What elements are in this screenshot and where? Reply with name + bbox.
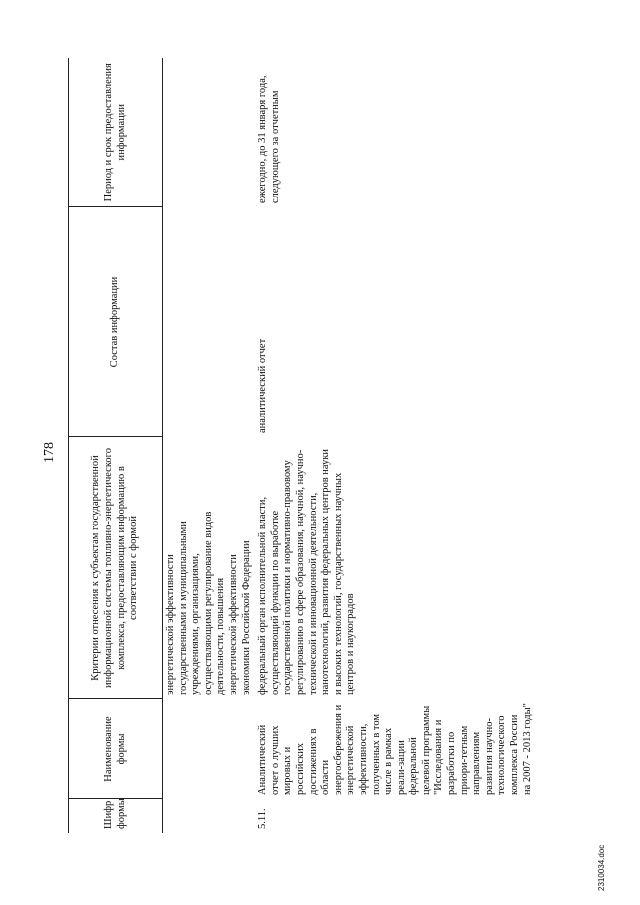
continuation-criteria: энергетической эффективности государственными и муниципальными учреждениями, организациями, осуществляющими регулирование видов деятельности, повышения энергетической эффективности экономики Российской Федерации	[165, 511, 252, 695]
page-number: 178	[42, 442, 57, 463]
row-criteria: федеральный орган исполнительной власти, осуществляющий функции по выработке государственной политики и нормативно-правовому регулированию в сфере образования, научной, научно-технической и инновационной деятельности, нанотехнологий, развития федеральных центров науки и высоких технологий, государственных научных центров и наукоградов	[257, 448, 357, 695]
table-header-row	[69, 58, 163, 833]
row-num: 5.11.	[257, 808, 269, 829]
header-period: Период и срок предоставления информации	[69, 58, 163, 207]
forms-table	[68, 58, 536, 833]
header-content: Состав информации	[69, 207, 163, 437]
table-row-continuation	[163, 58, 256, 833]
row-name: Аналитический отчет о лучших мировых и российских достижениях в области энергосбережения и энергетической эффективности, полученных в том числе в рамках реали-зации федеральной целевой программы "Исследования и разработки по приори-тетным направлениям развития научно-технологического комплекса России на 2007 - 2013 годы"	[257, 703, 533, 795]
row-content: аналитический отчет	[257, 338, 269, 433]
row-period: ежегодно, до 31 января года, следующего за отчетным	[257, 75, 281, 203]
header-name: Наименование формы	[69, 699, 163, 799]
footer-code: 2310034.doc	[597, 844, 606, 891]
header-criteria: Критерии отнесения к субъектам государственной информационной системы топливно-энергетического комплекса, предоставляющим информацию в соответствии с формой	[69, 437, 163, 699]
table-row-5-11	[255, 58, 536, 833]
header-num: Шифр формы	[69, 799, 163, 833]
